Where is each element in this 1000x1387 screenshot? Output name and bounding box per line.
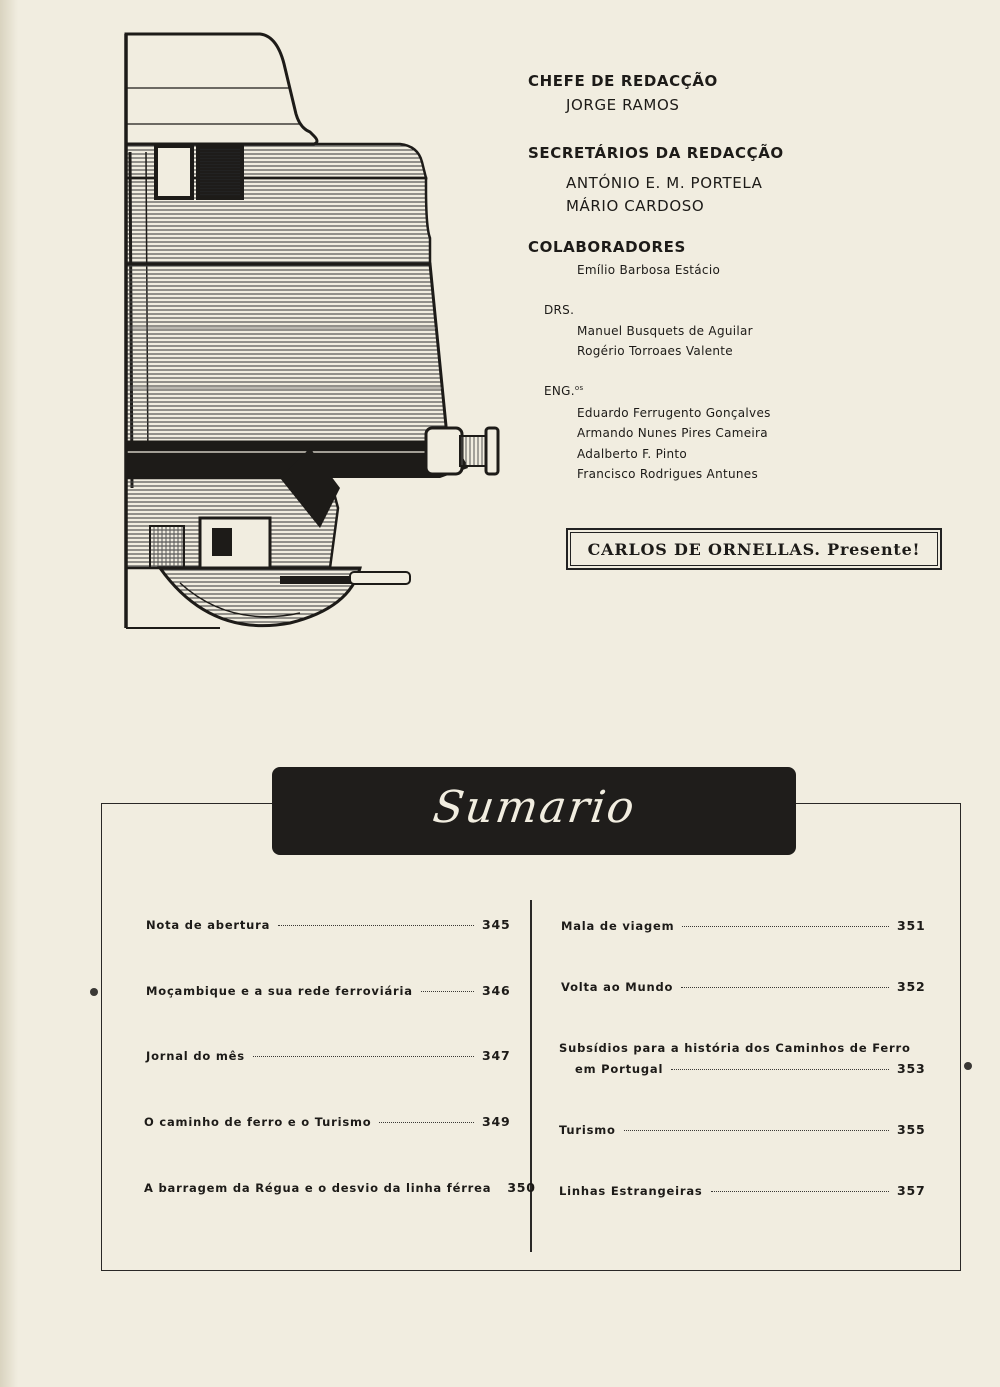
toc-entry[interactable] [561, 979, 926, 994]
summary-column-divider [530, 900, 532, 1252]
chief-editor-name: JORGE RAMOS [566, 96, 680, 114]
toc-entry-page: 353 [897, 1061, 926, 1076]
toc-entry-title: A barragem da Régua e o desvio da linha férrea [144, 1181, 492, 1195]
toc-entry[interactable] [146, 1048, 511, 1063]
toc-entry-page: 352 [897, 979, 926, 994]
tribute-box: CARLOS DE ORNELLAS. Presente! [566, 528, 942, 570]
leader-dots [671, 1069, 889, 1070]
toc-entry[interactable] [146, 917, 511, 932]
page-edge-shadow [0, 0, 18, 1387]
engineer-name: Adalberto F. Pinto [577, 447, 688, 461]
toc-entry[interactable] [559, 1122, 926, 1137]
eng-label-superscript: os [574, 384, 584, 392]
toc-entry-title: Linhas Estrangeiras [559, 1184, 703, 1198]
doctor-name: Rogério Torroaes Valente [577, 344, 733, 358]
toc-entry-page: 355 [897, 1122, 926, 1137]
engineer-name: Francisco Rodrigues Antunes [577, 467, 759, 481]
doctor-name: Manuel Busquets de Aguilar [577, 324, 753, 338]
collaborators-heading: COLABORADORES [528, 238, 686, 256]
summary-banner [272, 767, 796, 855]
toc-entry-page: 347 [482, 1048, 511, 1063]
toc-entry-page: 346 [482, 983, 511, 998]
leader-dots [624, 1130, 889, 1131]
leader-dots [681, 987, 889, 988]
secretary-name: MÁRIO CARDOSO [566, 197, 705, 215]
toc-entry-title: Jornal do mês [146, 1049, 245, 1063]
toc-entry-page: 349 [482, 1114, 511, 1129]
summary-title: Sumario [429, 781, 640, 833]
leader-dots [711, 1191, 889, 1192]
toc-entry[interactable] [144, 1114, 511, 1129]
toc-entry-page: 345 [482, 917, 511, 932]
engineer-name: Eduardo Ferrugento Gonçalves [577, 406, 771, 420]
toc-entry-title: Moçambique e a sua rede ferroviária [146, 984, 413, 998]
binding-hole-mark [90, 988, 98, 996]
toc-entry-title: Volta ao Mundo [561, 980, 674, 994]
toc-entry-title: Turismo [559, 1123, 616, 1137]
collaborator-name: Emílio Barbosa Estácio [577, 263, 721, 277]
toc-entry-page: 351 [897, 918, 926, 933]
toc-entry-title: Mala de viagem [561, 919, 675, 933]
secretaries-heading: SECRETÁRIOS DA REDACÇÃO [528, 144, 784, 162]
toc-entry-title-continued: em Portugal [575, 1062, 664, 1076]
chief-editor-heading: CHEFE DE REDACÇÃO [528, 72, 718, 90]
locomotive-illustration [100, 28, 520, 638]
leader-dots [253, 1056, 474, 1057]
toc-entry[interactable] [146, 983, 511, 998]
toc-entry-page: 357 [897, 1183, 926, 1198]
toc-entry[interactable] [559, 1041, 926, 1076]
toc-entry-title: O caminho de ferro e o Turismo [144, 1115, 372, 1129]
toc-entry[interactable] [561, 918, 926, 933]
binding-hole-mark [964, 1062, 972, 1070]
toc-entry[interactable] [144, 1180, 536, 1195]
secretary-name: ANTÓNIO E. M. PORTELA [566, 174, 763, 192]
toc-entry[interactable] [559, 1183, 926, 1198]
drs-label: DRS. [544, 303, 575, 317]
engineer-name: Armando Nunes Pires Cameira [577, 426, 768, 440]
toc-entry-title: Nota de abertura [146, 918, 271, 932]
leader-dots [421, 991, 474, 992]
eng-label: ENG.$^{os}$ [544, 384, 584, 398]
toc-entry-page: 350 [507, 1180, 536, 1195]
leader-dots [682, 926, 889, 927]
leader-dots [379, 1122, 474, 1123]
toc-entry-title: Subsídios para a história dos Caminhos de Ferro [559, 1041, 911, 1055]
leader-dots [278, 925, 474, 926]
